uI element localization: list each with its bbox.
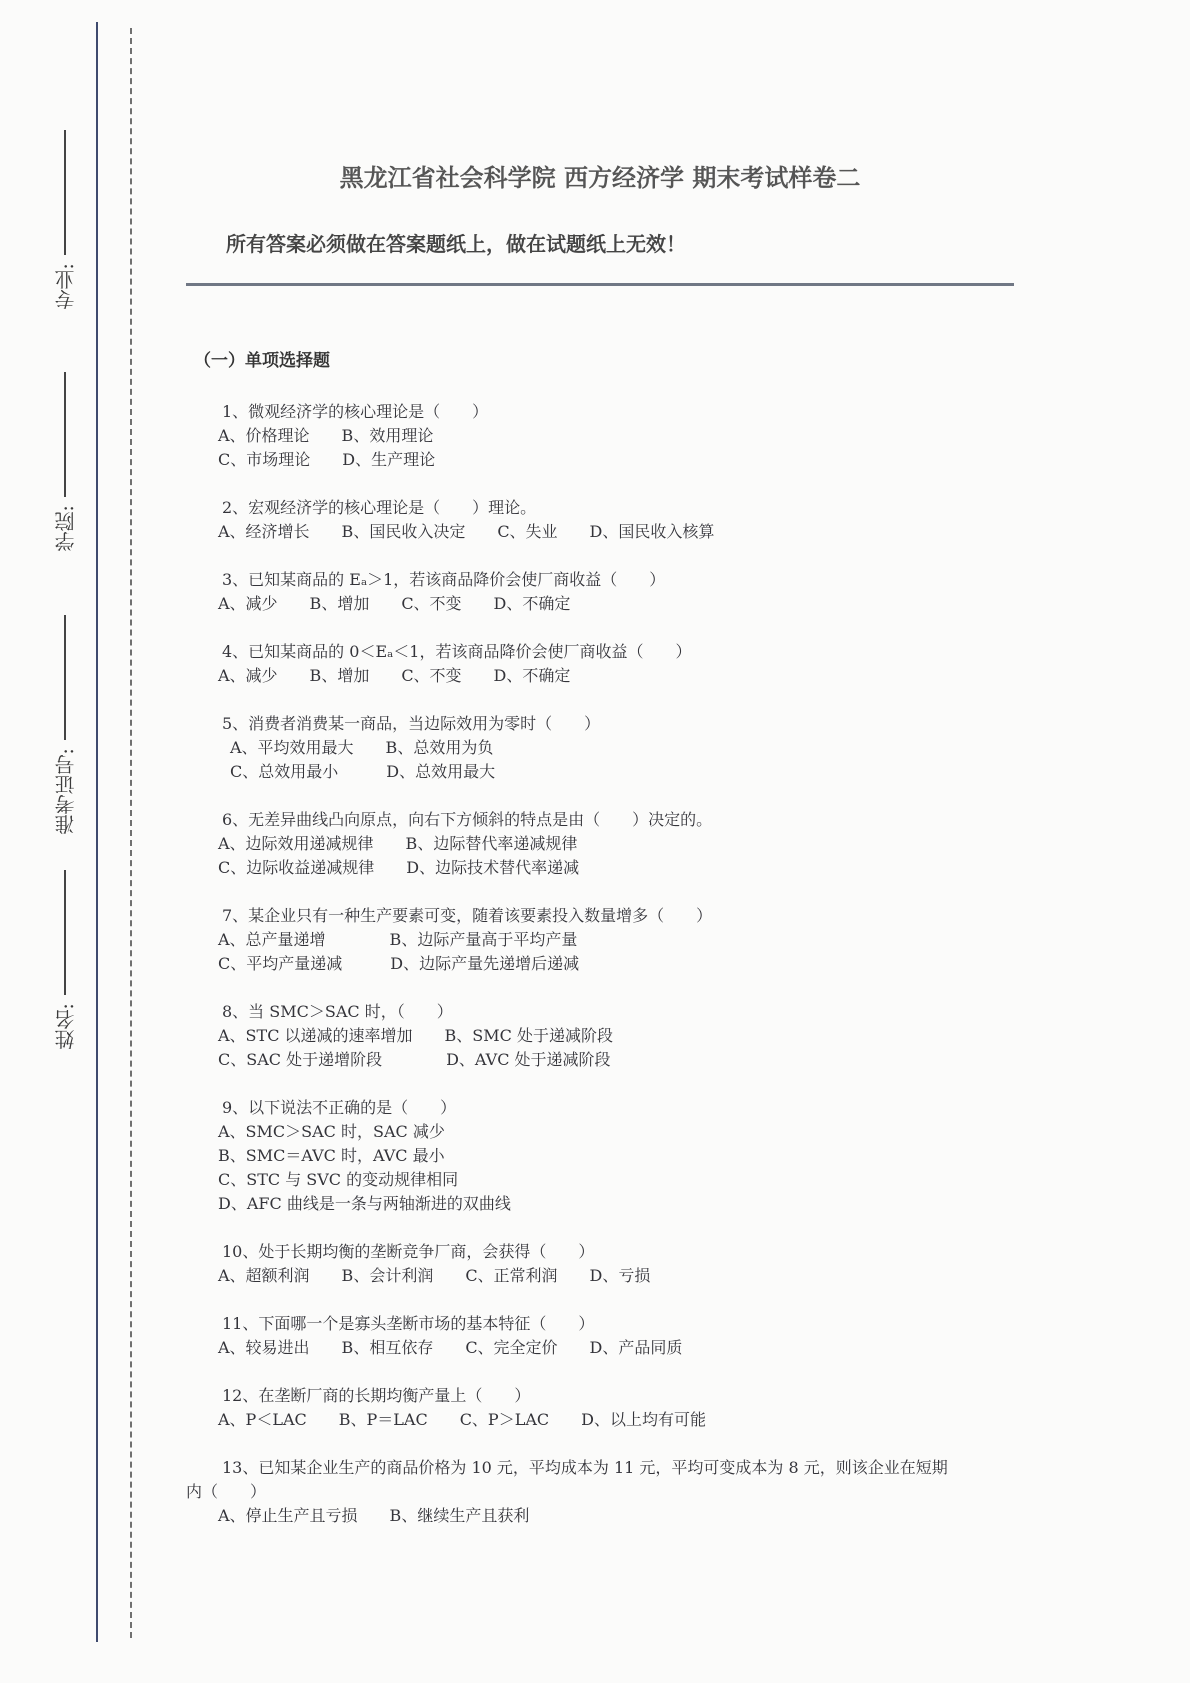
option-line: B、SMC＝AVC 时，AVC 最小 — [218, 1146, 445, 1165]
college-label: 学院: — [53, 505, 78, 552]
option-line: A、边际效用递减规律 B、边际替代率递减规律 — [218, 834, 578, 853]
question-9 — [186, 1096, 1016, 1216]
cut-line — [130, 28, 132, 1638]
question-stem: 1、微观经济学的核心理论是（ ） — [222, 402, 489, 421]
option-line: D、AFC 曲线是一条与两轴渐进的双曲线 — [218, 1194, 511, 1213]
option-line: C、总效用最小 D、总效用最大 — [230, 762, 496, 781]
question-list — [186, 400, 1016, 1552]
option-line: A、经济增长 B、国民收入决定 C、失业 D、国民收入核算 — [218, 522, 715, 541]
question-stem: 6、无差异曲线凸向原点，向右下方倾斜的特点是由（ ）决定的。 — [222, 810, 713, 829]
exam-title: 黑龙江省社会科学院 西方经济学 期末考试样卷二 — [339, 163, 861, 192]
question-stem: 2、宏观经济学的核心理论是（ ）理论。 — [222, 498, 537, 517]
answer-notice: 所有答案必须做在答案题纸上，做在试题纸上无效！ — [226, 232, 686, 256]
question-2 — [186, 496, 1016, 544]
question-stem: 13、已知某企业生产的商品价格为 10 元，平均成本为 11 元，平均可变成本为 8 元，则该企业在短期 — [222, 1458, 948, 1477]
question-stem: 8、当 SMC＞SAC 时，（ ） — [222, 1002, 453, 1021]
major-label: 专业: — [53, 263, 78, 310]
option-line: A、平均效用最大 B、总效用为负 — [230, 738, 494, 757]
option-line: C、STC 与 SVC 的变动规律相同 — [218, 1170, 459, 1189]
name-label: 姓名: — [53, 1003, 78, 1050]
question-4 — [186, 640, 1016, 688]
binding-line — [96, 22, 98, 1642]
ticket-field — [40, 615, 90, 835]
college-field — [40, 372, 90, 552]
major-underline — [64, 130, 66, 255]
college-underline — [64, 372, 66, 497]
question-stem: 3、已知某商品的 Eₐ＞1，若该商品降价会使厂商收益（ ） — [222, 570, 666, 589]
question-12 — [186, 1384, 1016, 1432]
question-stem: 12、在垄断厂商的长期均衡产量上（ ） — [222, 1386, 531, 1405]
option-line: A、停止生产且亏损 B、继续生产且获利 — [218, 1506, 530, 1525]
option-line: A、减少 B、增加 C、不变 D、不确定 — [218, 594, 571, 613]
question-8 — [186, 1000, 1016, 1072]
option-line: A、总产量递增 B、边际产量高于平均产量 — [218, 930, 578, 949]
question-stem: 4、已知某商品的 0＜Eₐ＜1，若该商品降价会使厂商收益（ ） — [222, 642, 692, 661]
question-6 — [186, 808, 1016, 880]
option-line: A、STC 以递减的速率增加 B、SMC 处于递减阶段 — [218, 1026, 613, 1045]
option-line: A、价格理论 B、效用理论 — [218, 426, 434, 445]
option-line: C、SAC 处于递增阶段 D、AVC 处于递减阶段 — [218, 1050, 611, 1069]
question-1 — [186, 400, 1016, 472]
question-stem: 7、某企业只有一种生产要素可变，随着该要素投入数量增多（ ） — [222, 906, 713, 925]
section-title: （一）单项选择题 — [194, 351, 330, 371]
question-stem: 11、下面哪一个是寡头垄断市场的基本特征（ ） — [222, 1314, 595, 1333]
option-line: A、较易进出 B、相互依存 C、完全定价 D、产品同质 — [218, 1338, 683, 1357]
question-stem: 9、以下说法不正确的是（ ） — [222, 1098, 457, 1117]
option-line: A、减少 B、增加 C、不变 D、不确定 — [218, 666, 571, 685]
name-field — [40, 870, 90, 1050]
question-5 — [186, 712, 1016, 784]
name-underline — [64, 870, 66, 995]
major-field — [40, 130, 90, 310]
option-line: A、P＜LAC B、P＝LAC C、P＞LAC D、以上均有可能 — [218, 1410, 706, 1429]
ticket-label: 准考证号: — [53, 748, 78, 835]
question-7 — [186, 904, 1016, 976]
question-11 — [186, 1312, 1016, 1360]
option-line: A、超额利润 B、会计利润 C、正常利润 D、亏损 — [218, 1266, 651, 1285]
ticket-underline — [64, 615, 66, 740]
option-line: A、SMC＞SAC 时，SAC 减少 — [218, 1122, 445, 1141]
question-10 — [186, 1240, 1016, 1288]
option-line: C、边际收益递减规律 D、边际技术替代率递减 — [218, 858, 580, 877]
question-stem-continued: 内（ ） — [186, 1482, 267, 1501]
question-3 — [186, 568, 1016, 616]
header-rule — [186, 283, 1014, 286]
question-stem: 10、处于长期均衡的垄断竞争厂商，会获得（ ） — [222, 1242, 595, 1261]
option-line: C、市场理论 D、生产理论 — [218, 450, 436, 469]
question-stem: 5、消费者消费某一商品，当边际效用为零时（ ） — [222, 714, 601, 733]
question-13 — [186, 1456, 1016, 1528]
option-line: C、平均产量递减 D、边际产量先递增后递减 — [218, 954, 580, 973]
